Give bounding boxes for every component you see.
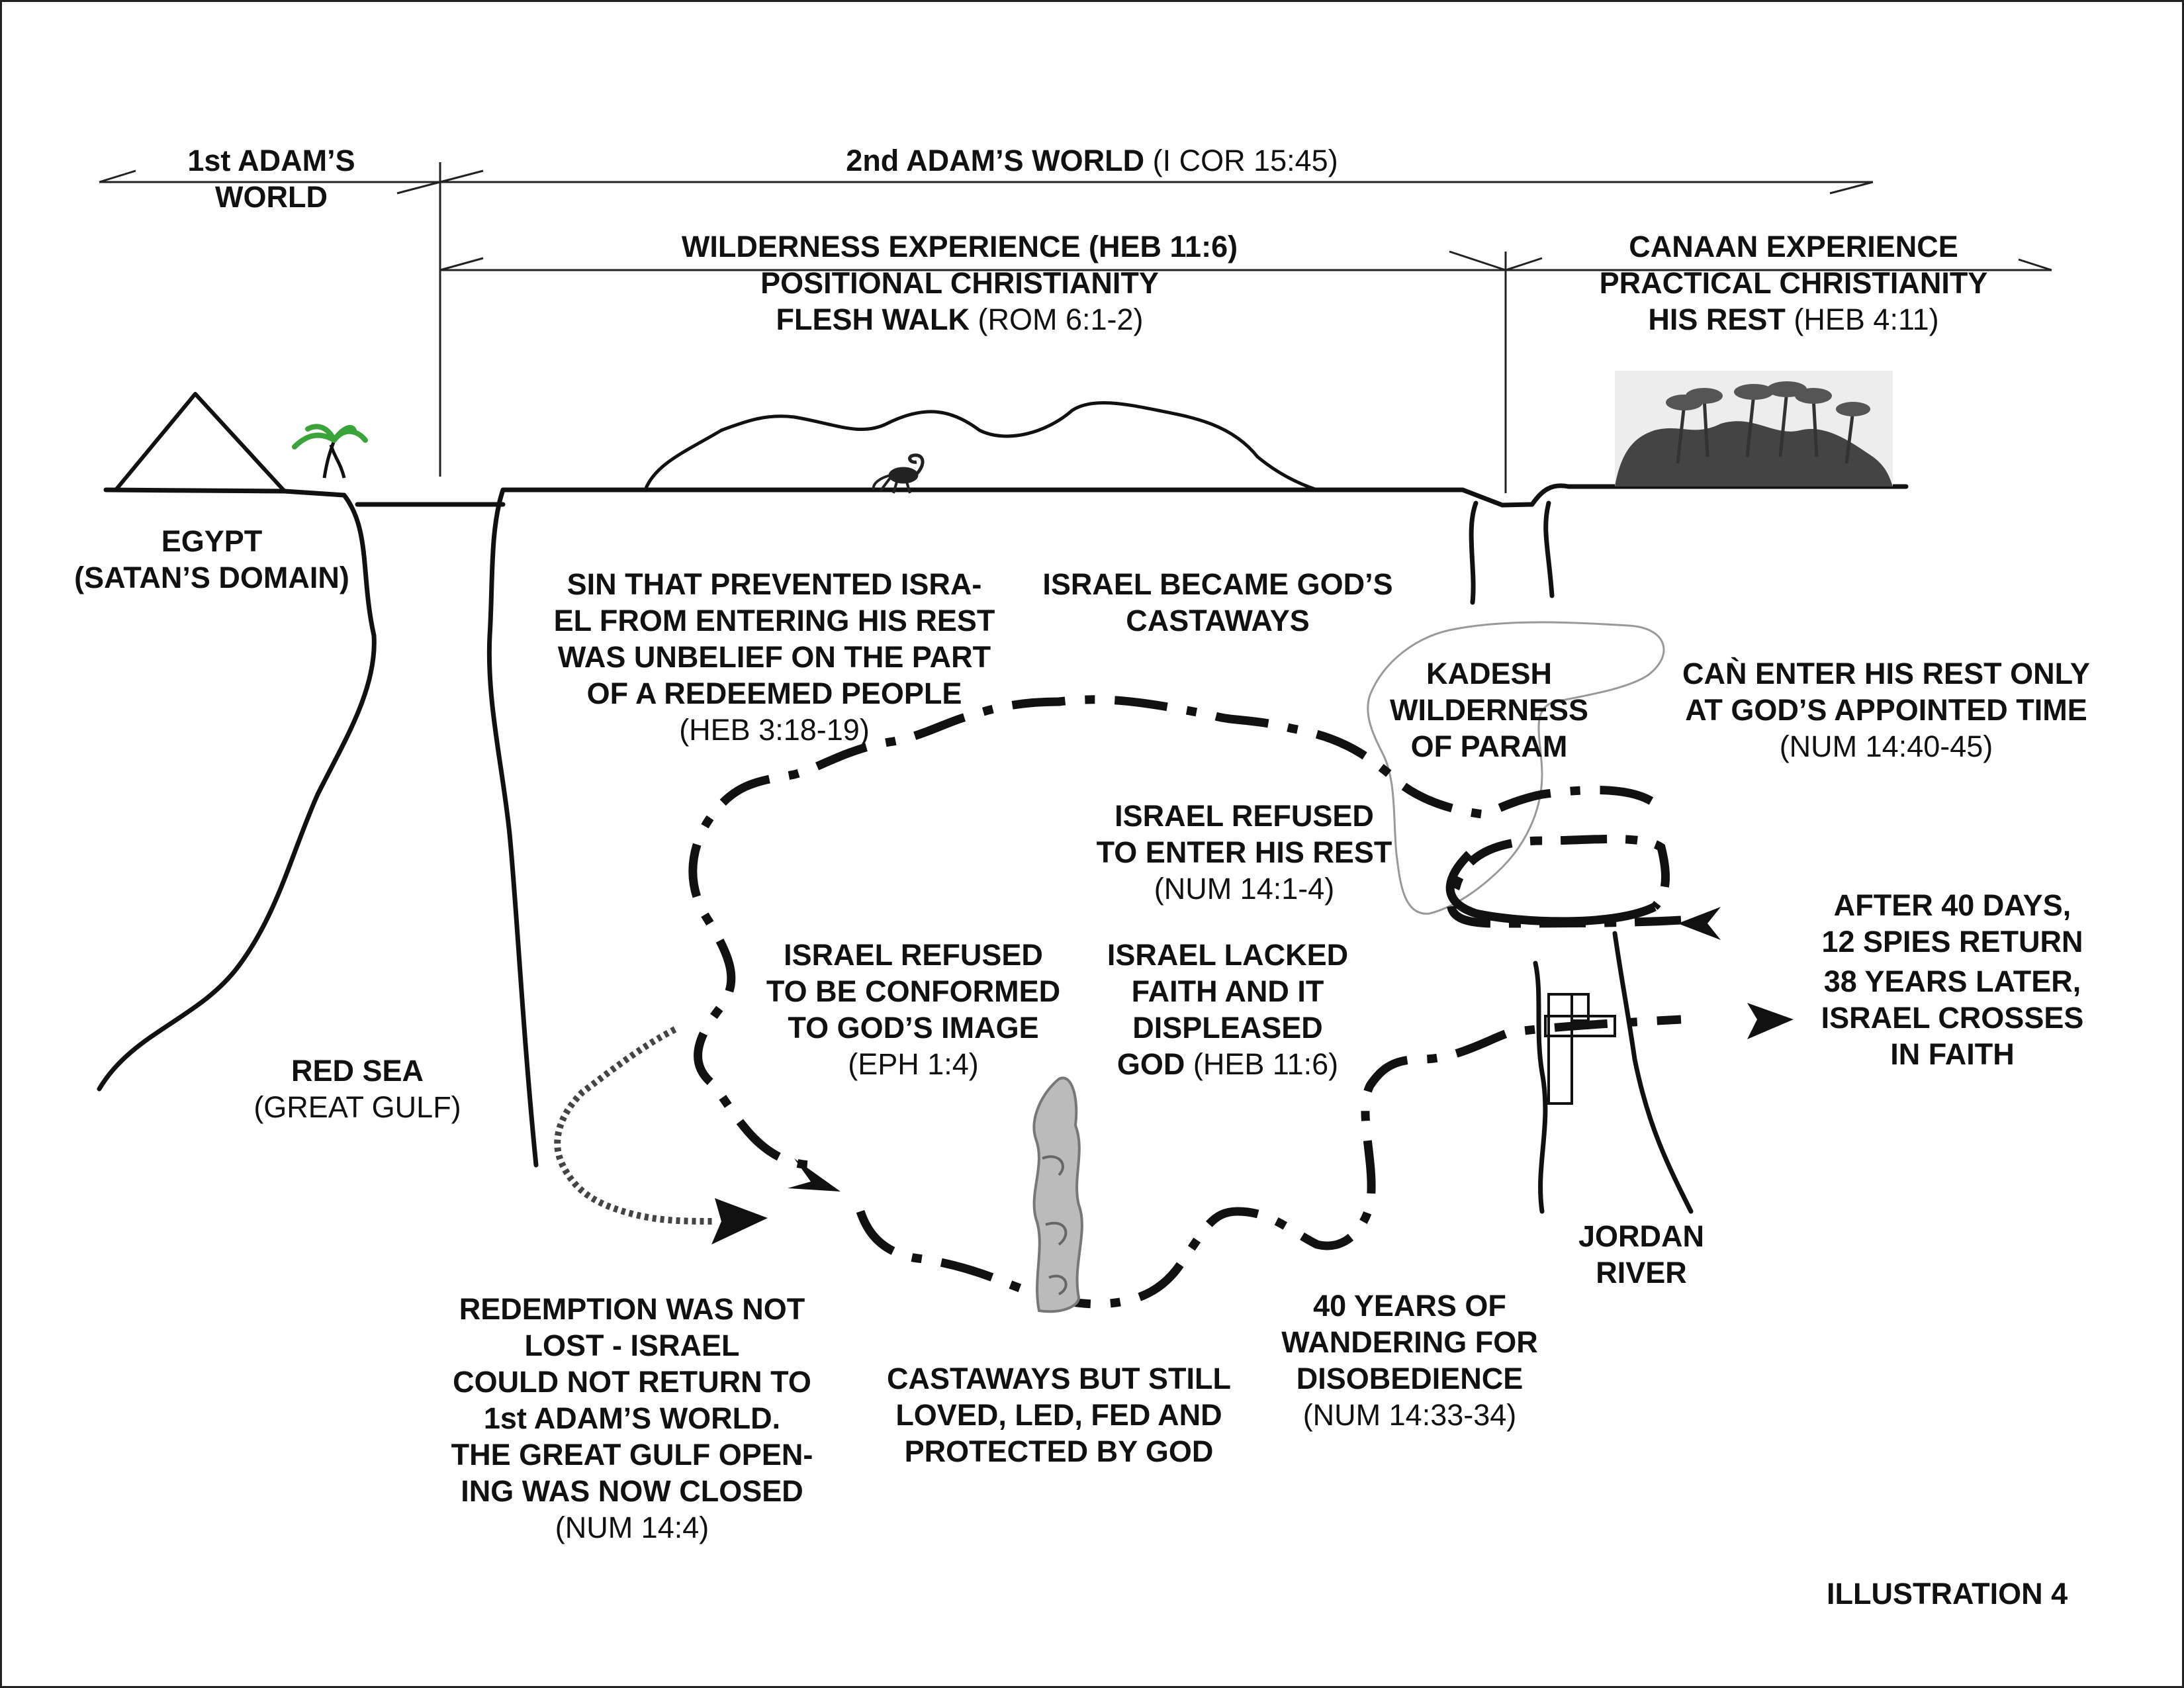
wilderness-experience-label	[596, 228, 1324, 338]
sin-line2: EL FROM ENTERING HIS REST	[553, 604, 995, 637]
mountain-ridge	[645, 402, 1317, 490]
castaways-line1: ISRAEL BECAME GOD’S	[1042, 567, 1393, 601]
sin-line4: OF A REDEEMED PEOPLE	[586, 677, 962, 710]
second-adam-ref: (I COR 15:45)	[1152, 144, 1338, 177]
second-adam-world-label	[761, 142, 1423, 179]
loved-line1: CASTAWAYS BUT STILL	[886, 1362, 1232, 1395]
conformed-line1: ISRAEL REFUSED	[784, 938, 1043, 972]
egypt-label	[60, 523, 364, 596]
redemption-line2: LOST - ISRAEL	[524, 1329, 740, 1362]
first-adam-line2: WORLD	[215, 180, 328, 214]
wandering-line2: WANDERING FOR	[1281, 1325, 1538, 1359]
redemption-line3: COULD NOT RETURN TO	[453, 1365, 811, 1399]
red-sea-title: RED SEA	[291, 1054, 424, 1088]
lacked-line2: FAITH AND IT	[1131, 974, 1324, 1008]
lacked-ref: (HEB 11:6)	[1193, 1047, 1339, 1081]
canaan-ground	[1532, 486, 1906, 504]
illustration-number: ILLUSTRATION 4	[1827, 1577, 2068, 1611]
redemption-line1: REDEMPTION WAS NOT	[459, 1292, 805, 1326]
sin-line1: SIN THAT PREVENTED ISRA-	[567, 567, 982, 601]
canaan-line1: CANAAN EXPERIENCE	[1629, 230, 1958, 263]
wandering-ref: (NUM 14:33-34)	[1302, 1398, 1517, 1432]
crosses-line1: 38 YEARS LATER,	[1823, 964, 2081, 998]
redemption-line5: THE GREAT GULF OPEN-	[451, 1438, 813, 1472]
arrowhead-spies	[1678, 907, 1721, 940]
conformed-line3: TO GOD’S IMAGE	[788, 1011, 1039, 1045]
crosses-line3: IN FAITH	[1890, 1037, 2015, 1071]
jordan-bank-lower-left	[1535, 963, 1545, 1211]
wilderness-ref: (ROM 6:1-2)	[978, 303, 1144, 336]
redemption-line4: 1st ADAM’S WORLD.	[483, 1401, 781, 1435]
illustration-label	[1827, 1575, 2105, 1612]
kadesh-line2: WILDERNESS	[1389, 693, 1588, 727]
wandering-label	[1244, 1288, 1575, 1433]
enter-rest-line1: CAǸ ENTER HIS REST ONLY	[1682, 657, 2090, 690]
egypt-line1: EGYPT	[161, 524, 263, 558]
loved-line3: PROTECTED BY GOD	[904, 1434, 1214, 1468]
sin-line3: WAS UNBELIEF ON THE PART	[557, 640, 991, 674]
crosses-line2: ISRAEL CROSSES	[1821, 1001, 2084, 1035]
pyramid-icon	[116, 394, 285, 491]
kadesh-line1: KADESH	[1426, 657, 1553, 690]
wilderness-line1: WILDERNESS EXPERIENCE (HEB 11:6)	[681, 230, 1238, 263]
wilderness-ground	[357, 490, 1532, 505]
refused-enter-line2: TO ENTER HIS REST	[1096, 835, 1392, 869]
red-sea-ref: (GREAT GULF)	[253, 1090, 461, 1124]
spies-label	[1787, 887, 2118, 960]
wilderness-line2: POSITIONAL CHRISTIANITY	[760, 266, 1159, 300]
palm-tree-icon	[295, 426, 365, 478]
first-adam-world-label	[152, 142, 390, 215]
oasis-icon	[1615, 371, 1893, 487]
second-adam-title: 2nd ADAM’S WORLD	[846, 144, 1145, 177]
lacked-faith-label	[1079, 937, 1377, 1082]
pillar-of-cloud-icon	[1034, 1078, 1082, 1311]
redemption-line6: ING WAS NOW CLOSED	[461, 1474, 803, 1508]
conformed-line2: TO BE CONFORMED	[766, 974, 1061, 1008]
jordan-bank-lower-right	[1615, 933, 1691, 1211]
lacked-god: GOD	[1116, 1047, 1185, 1081]
arrowhead-wilderness	[788, 1158, 841, 1192]
cross-icon	[1545, 994, 1615, 1103]
loved-line2: LOVED, LED, FED AND	[895, 1398, 1222, 1432]
jordan-bank-upper-right	[1546, 503, 1552, 596]
jordan-bank-upper-left	[1471, 503, 1476, 602]
enter-rest-label	[1648, 655, 2124, 765]
conformed-label	[761, 937, 1066, 1082]
spies-line2: 12 SPIES RETURN	[1821, 925, 2083, 959]
arrowhead-redsea	[711, 1198, 768, 1244]
crosses-label	[1787, 963, 2118, 1072]
kadesh-line3: OF PARAM	[1410, 729, 1568, 763]
spies-line1: AFTER 40 DAYS,	[1833, 888, 2071, 922]
red-sea-label	[225, 1053, 490, 1125]
canaan-line2: PRACTICAL CHRISTIANITY	[1599, 266, 1988, 300]
scorpion-icon	[874, 455, 923, 493]
lacked-line1: ISRAEL LACKED	[1107, 938, 1349, 972]
still-loved-label	[860, 1360, 1257, 1470]
jordan-line1: JORDAN	[1578, 1219, 1705, 1253]
jordan-river-label	[1516, 1218, 1767, 1291]
egypt-line2: (SATAN’S DOMAIN)	[74, 561, 349, 594]
lacked-line3: DISPLEASED	[1132, 1011, 1323, 1045]
wilderness-flesh-walk: FLESH WALK	[776, 303, 970, 336]
sin-label	[543, 566, 1006, 748]
enter-rest-ref: (NUM 14:40-45)	[1779, 729, 1993, 763]
wandering-line1: 40 YEARS OF	[1313, 1289, 1506, 1323]
redemption-label	[424, 1291, 841, 1546]
jordan-line2: RIVER	[1596, 1256, 1687, 1289]
refused-enter-label	[1059, 798, 1430, 907]
sin-ref: (HEB 3:18-19)	[679, 713, 870, 747]
conformed-ref: (EPH 1:4)	[848, 1047, 979, 1081]
wandering-line3: DISOBEDIENCE	[1296, 1362, 1524, 1395]
castaways-label	[1019, 566, 1416, 639]
canaan-ref: (HEB 4:11)	[1794, 303, 1939, 336]
castaways-line2: CASTAWAYS	[1126, 604, 1310, 637]
refused-enter-line1: ISRAEL REFUSED	[1115, 799, 1374, 833]
first-adam-line1: 1st ADAM’S	[187, 144, 355, 177]
egypt-ground	[106, 490, 344, 495]
redemption-ref: (NUM 14:4)	[555, 1511, 709, 1544]
refused-enter-ref: (NUM 14:1-4)	[1154, 872, 1335, 906]
canaan-experience-label	[1509, 228, 2078, 338]
canaan-his-rest: HIS REST	[1648, 303, 1786, 336]
red-sea-crossing-trail	[557, 1029, 715, 1221]
enter-rest-line2: AT GOD’S APPOINTED TIME	[1685, 693, 2087, 727]
wilderness-cliff	[489, 490, 536, 1165]
kadesh-label	[1377, 655, 1602, 765]
